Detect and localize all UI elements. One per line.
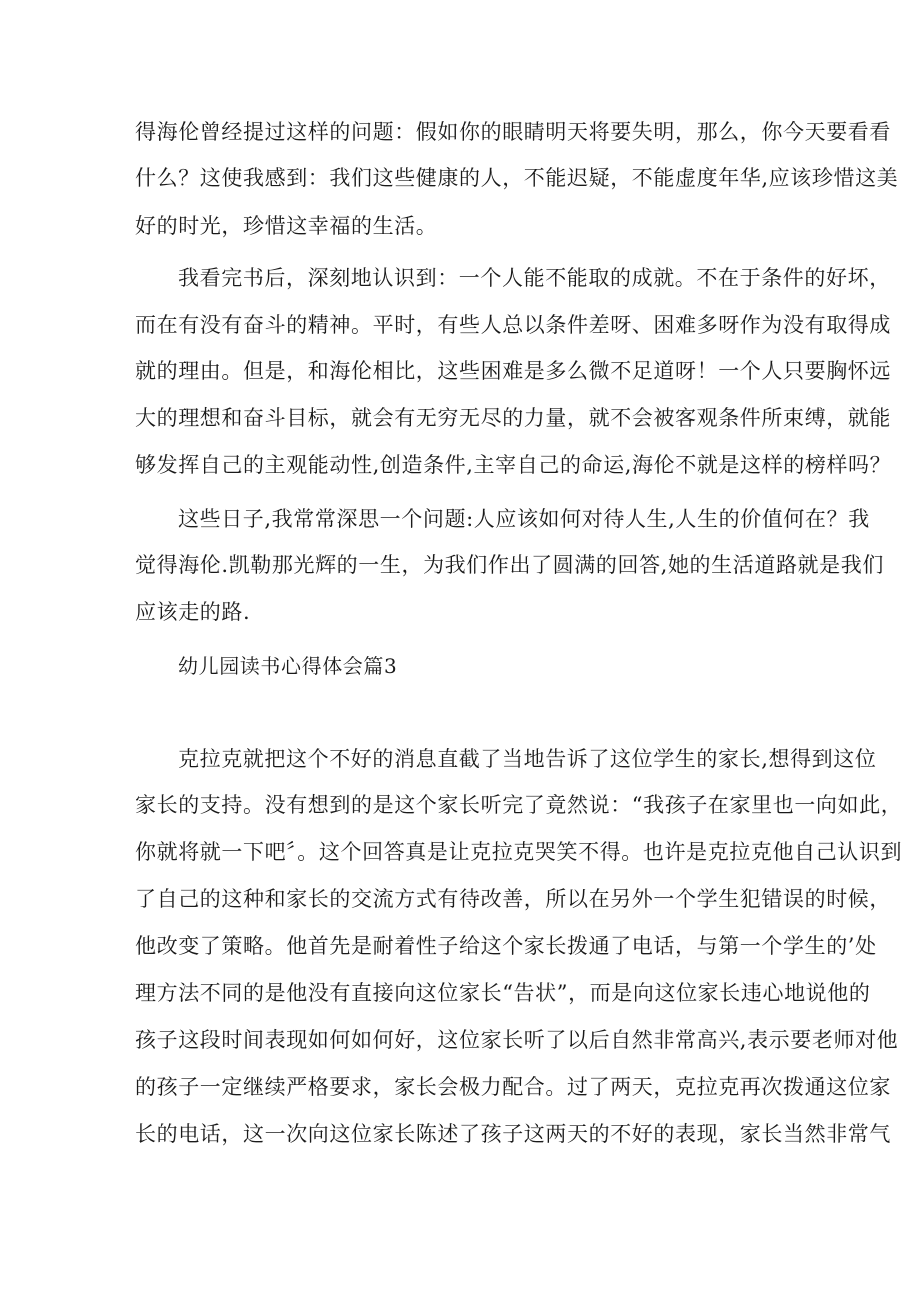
section-paragraph-line-7: 孩子这段时间表现如何如何好，这位家长听了以后自然非常高兴,表示要老师对他 — [135, 1028, 899, 1052]
section-paragraph-line-6: 理方法不同的是他没有直接向这位家长“告状”，而是向这位家长违心地说他的 — [135, 981, 871, 1005]
section-paragraph-line-4: 了自己的这种和家长的交流方式有待改善，所以在另外一个学生犯错误的时候， — [135, 887, 891, 911]
section-heading: 幼儿园读书心得体会篇3 — [178, 654, 398, 678]
paragraph-3-line-1: 这些日子,我常常深思一个问题:人应该如何对待人生,人生的价值何在？我 — [178, 507, 870, 531]
section-paragraph-line-1: 克拉克就把这个不好的消息直截了当地告诉了这位学生的家长,想得到这位 — [178, 747, 877, 771]
section-paragraph-line-8: 的孩子一定继续严格要求，家长会极力配合。过了两天，克拉克再次拨通这位家 — [135, 1075, 891, 1099]
paragraph-2-line-2: 而在有没有奋斗的精神。平时，有些人总以条件差呀、困难多呀作为没有取得成 — [135, 313, 891, 337]
section-paragraph-line-3: 你就将就一下吧〞。这个回答真是让克拉克哭笑不得。也许是克拉克他自己认识到 — [135, 840, 903, 864]
paragraph-1-line-2: 什么？这使我感到：我们这些健康的人，不能迟疑，不能虚度年华,应该珍惜这美 — [135, 166, 899, 190]
paragraph-2-line-1: 我看完书后，深刻地认识到：一个人能不能取的成就。不在于条件的好坏， — [178, 266, 891, 290]
paragraph-3-line-3: 应该走的路. — [135, 600, 251, 624]
paragraph-2-line-3: 就的理由。但是，和海伦相比，这些困难是多么微不足道呀！一个人只要胸怀远 — [135, 359, 891, 383]
section-paragraph-line-2: 家长的支持。没有想到的是这个家长听完了竟然说：“我孩子在家里也一向如此， — [135, 793, 903, 817]
paragraph-2-line-4: 大的理想和奋斗目标，就会有无穷无尽的力量，就不会被客观条件所束缚，就能 — [135, 406, 891, 430]
paragraph-1-line-1: 得海伦曾经提过这样的问题：假如你的眼睛明天将要失明，那么，你今天要看看 — [135, 120, 891, 144]
section-paragraph-line-5: 他改变了策略。他首先是耐着性子给这个家长拨通了电话，与第一个学生的’处 — [135, 934, 877, 958]
paragraph-2-line-5: 够发挥自己的主观能动性,创造条件,主宰自己的命运,海伦不就是这样的榜样吗？ — [135, 453, 892, 477]
section-paragraph-line-9: 长的电话，这一次向这位家长陈述了孩子这两天的不好的表现，家长当然非常气 — [135, 1122, 891, 1146]
paragraph-3-line-2: 觉得海伦.凯勒那光辉的一生，为我们作出了圆满的回答,她的生活道路就是我们 — [135, 553, 884, 577]
paragraph-1-line-3: 好的时光，珍惜这幸福的生活。 — [135, 214, 438, 238]
